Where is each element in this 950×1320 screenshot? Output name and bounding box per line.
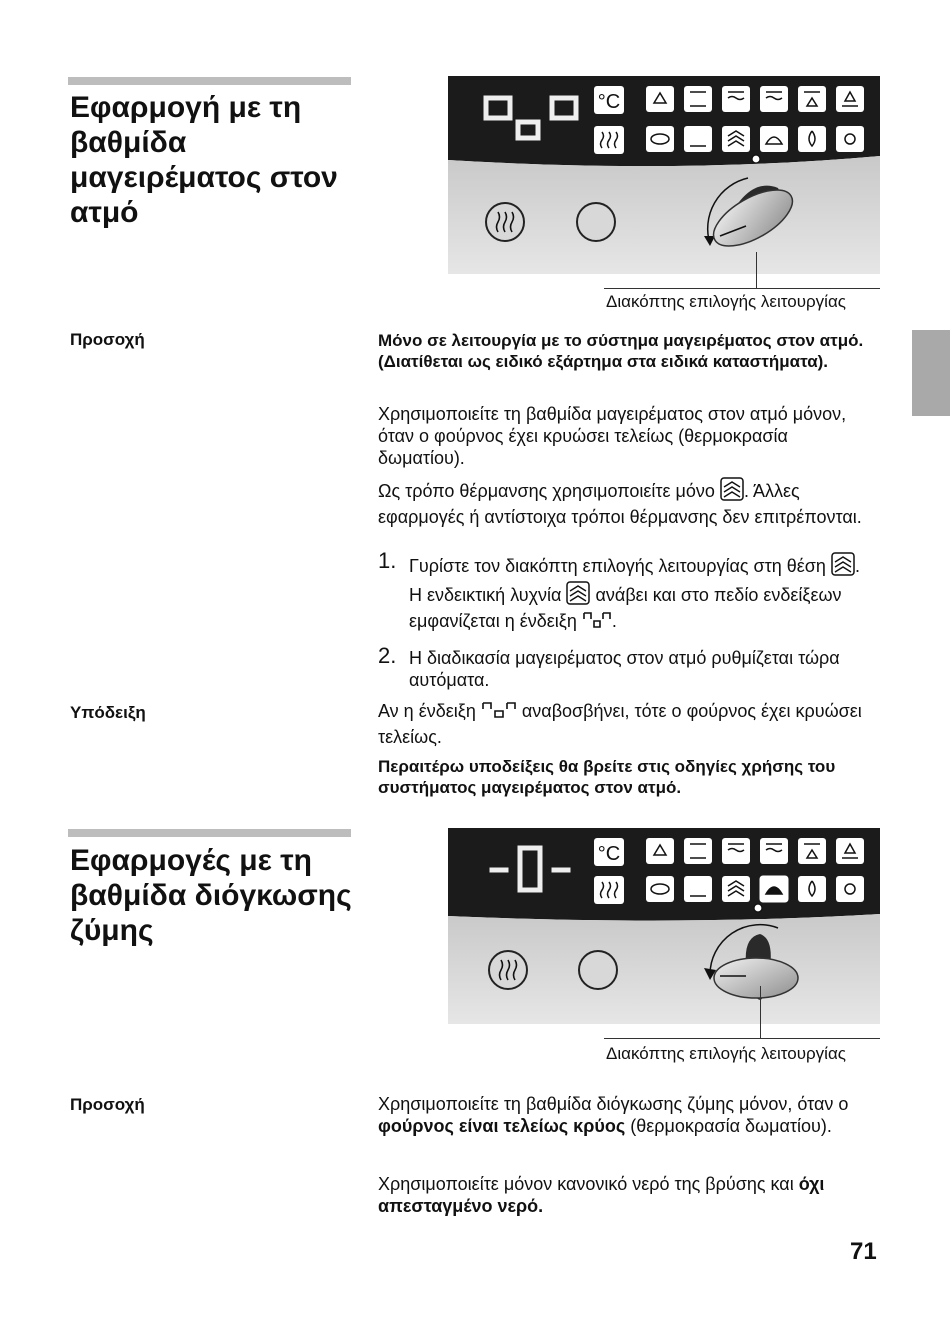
temp-unit-label: °C bbox=[597, 91, 621, 113]
paragraph-text: Αν η ένδειξη bbox=[378, 701, 476, 721]
display-indicator-icon bbox=[582, 611, 612, 636]
paragraph bbox=[378, 1173, 878, 1217]
step-text: ανάβει και στο πεδίο ενδείξεων εμφανίζεται η ένδειξη bbox=[409, 585, 842, 631]
heading-line: μαγειρέματος στον bbox=[70, 161, 338, 194]
caption-leader bbox=[756, 252, 757, 288]
caution-text: Μόνο σε λειτουργία με το σύστημα μαγειρέματος στον ατμό. (Διατίθεται ως ειδικό εξάρτημα στα ειδικά καταστήματα). bbox=[378, 331, 864, 371]
thumb-index-tab bbox=[912, 330, 950, 416]
paragraph-text: Χρησιμοποιείτε μόνον κανονικό νερό της βρύσης και bbox=[378, 1174, 794, 1194]
paragraph bbox=[378, 1093, 878, 1137]
step-item bbox=[378, 643, 878, 693]
oven-control-panel bbox=[448, 828, 880, 1024]
oven-control-panel bbox=[448, 76, 880, 274]
paragraph-text: . Άλλες εφαρμογές ή αντίστοιχα τρόποι θέρμανσης δεν επιτρέπονται. bbox=[378, 481, 862, 527]
figure-caption: Διακόπτης επιλογής λειτουργίας bbox=[606, 1044, 846, 1063]
caption-underline bbox=[604, 288, 880, 289]
caption-underline bbox=[604, 1038, 880, 1039]
heading-line: ζύμης bbox=[70, 914, 154, 947]
step-text: Γυρίστε τον διακόπτη επιλογής λειτουργίας στη θέση bbox=[409, 556, 826, 576]
paragraph bbox=[378, 477, 878, 528]
paragraph-bold-text: όχι απεσταγμένο νερό. bbox=[378, 1174, 825, 1216]
heading-line: βαθμίδα διόγκωσης bbox=[70, 879, 352, 912]
paragraph-text: Χρησιμοποιείτε τη βαθμίδα διόγκωσης ζύμης μόνον, όταν ο bbox=[378, 1094, 849, 1114]
caution-label: Προσοχή bbox=[70, 330, 145, 349]
caption-leader bbox=[760, 986, 761, 1038]
steam-mode-icon bbox=[720, 477, 744, 506]
oven-panel-illustration bbox=[448, 828, 880, 1024]
paragraph: Χρησιμοποιείτε τη βαθμίδα μαγειρέματος στον ατμό μόνον, όταν ο φούρνος έχει κρυώσει τελείως (θερμοκρασία δωματίου). bbox=[378, 404, 847, 468]
step-number: 2. bbox=[378, 643, 397, 668]
display-indicator-icon bbox=[481, 701, 517, 726]
caution-label: Προσοχή bbox=[70, 1095, 145, 1114]
hint-bold-text: Περαιτέρω υποδείξεις θα βρείτε στις οδηγίες χρήσης του συστήματος μαγειρέματος στον ατμό. bbox=[378, 757, 836, 797]
temp-unit-label: °C bbox=[597, 843, 621, 865]
page-number: 71 bbox=[850, 1238, 877, 1265]
heading-line: βαθμίδα bbox=[70, 126, 187, 159]
paragraph-bold-text: φούρνος είναι τελείως κρύος bbox=[378, 1116, 626, 1136]
step-text: Η διαδικασία μαγειρέματος στον ατμό ρυθμίζεται τώρα αυτόματα. bbox=[409, 648, 840, 690]
step-number: 1. bbox=[378, 548, 397, 573]
paragraph bbox=[378, 700, 878, 748]
step-text: . bbox=[611, 611, 617, 631]
steam-mode-icon bbox=[566, 581, 590, 610]
oven-panel-illustration bbox=[448, 76, 880, 274]
figure-caption: Διακόπτης επιλογής λειτουργίας bbox=[606, 292, 846, 311]
section-rule bbox=[68, 77, 351, 85]
section-heading bbox=[70, 90, 370, 230]
hint-label: Υπόδειξη bbox=[70, 703, 146, 722]
step-text: . bbox=[854, 556, 860, 576]
section-heading bbox=[70, 843, 370, 948]
heading-line: ατμό bbox=[70, 196, 139, 229]
paragraph-text: (θερμοκρασία δωματίου). bbox=[630, 1116, 832, 1136]
heading-line: Εφαρμογές με τη bbox=[70, 844, 312, 877]
step-text: Η ενδεικτική λυχνία bbox=[409, 585, 562, 605]
step-item bbox=[378, 548, 878, 642]
section-rule bbox=[68, 829, 351, 837]
steam-mode-icon bbox=[831, 552, 855, 581]
paragraph-text: Ως τρόπο θέρμανσης χρησιμοποιείτε μόνο bbox=[378, 481, 715, 501]
paragraph-text: αναβοσβήνει, τότε ο φούρνος έχει κρυώσει τελείως. bbox=[378, 701, 862, 747]
heading-line: Εφαρμογή με τη bbox=[70, 91, 302, 124]
